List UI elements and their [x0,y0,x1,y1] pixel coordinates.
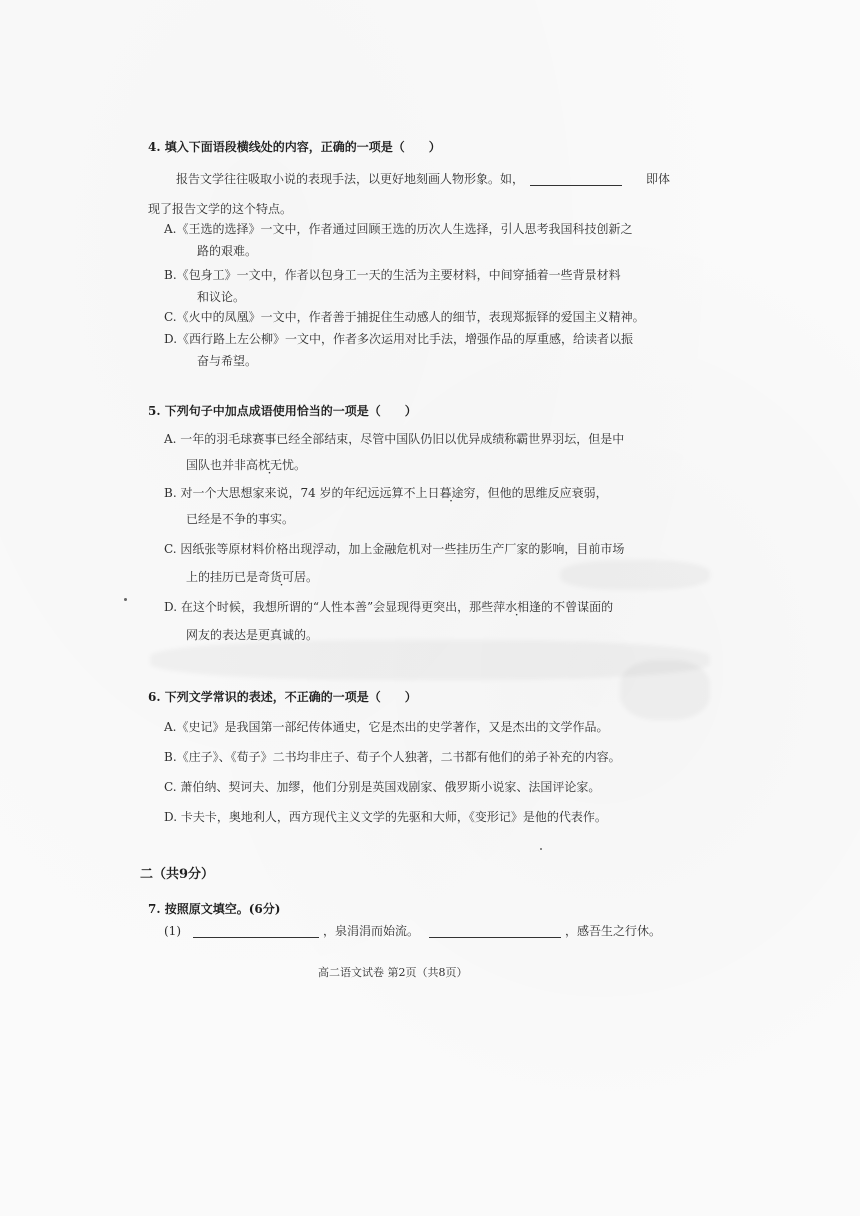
question-5-option-a-cont [186,458,306,472]
question-6-option-d: D. 卡夫卡，奥地利人，西方现代主义文学的先驱和大师，《变形记》是他的代表作。 [164,810,607,824]
passage-text: 报告文学往往吸取小说的表现手法，以更好地刻画人物形象。如， [176,172,525,186]
question-4-option-c: C.《火中的凤凰》一文中，作者善于捕捉住生动感人的细节，表现郑振铎的爱国主义精神。 [164,310,645,324]
question-4-stem: 4. 填入下面语段横线处的内容，正确的一项是（ ） [148,140,441,154]
option-text: 的不曾谋面的 [541,600,614,614]
option-text: ，但他的思维反应衰弱， [475,486,608,500]
scan-speck [124,598,127,601]
question-5-option-d-cont: 网友的表达是更真诚的。 [186,628,319,642]
question-4-option-a: A.《王选的选择》一文中，作者通过回顾王选的历次人生选择，引人思考我国科技创新之 [164,222,633,236]
question-5-option-a: A. 一年的羽毛球赛事已经全部结束，尽管中国队仍旧以优异成绩称霸世界羽坛，但是中 [164,432,625,446]
passage-text-end: 即体 [646,172,671,186]
option-text: 上的挂历已是 [186,570,259,584]
question-5-option-c-cont [186,570,318,584]
question-4-option-b: B.《包身工》一文中，作者以包身工一天的生活为主要材料，中间穿插着一些背景材料 [164,268,621,282]
scan-smudge [620,660,710,720]
question-7-item-1 [164,924,661,938]
option-text: D. 在这个时候，我想所谓的“人性本善”会显现得更突出，那些 [164,600,494,614]
answer-blank [429,925,561,938]
item-text: ，感吾生之行休。 [565,924,662,938]
dotted-idiom: 奇货可居 [258,570,307,584]
option-text: 国队也并非 [186,458,247,472]
question-6-stem: 6. 下列文学常识的表述，不正确的一项是（ ） [148,690,417,704]
item-number: (1) [164,924,181,938]
question-4-passage-line1 [176,172,670,186]
question-5-option-d [164,600,613,614]
item-text: ，泉涓涓而始流。 [323,924,420,938]
question-4-option-d-cont: 奋与希望。 [197,354,258,368]
section-2-heading: 二（共9分） [140,867,215,882]
dotted-idiom: 高枕无忧 [246,458,295,472]
answer-blank [193,925,319,938]
question-5-stem: 5. 下列句子中加点成语使用恰当的一项是（ ） [148,404,417,418]
scan-speck [540,848,542,850]
question-6-option-a: A.《史记》是我国第一部纪传体通史，它是杰出的史学著作，又是杰出的文学作品。 [164,720,609,734]
question-5-option-b [164,486,608,500]
question-5-option-c: C. 因纸张等原材料价格出现浮动，加上金融危机对一些挂历生产厂家的影响，目前市场 [164,542,625,556]
question-7-stem: 7. 按照原文填空。(6分) [148,902,281,916]
question-4-option-d: D.《西行路上左公柳》一文中，作者多次运用对比手法，增强作品的厚重感，给读者以振 [164,332,634,346]
question-4-option-b-cont: 和议论。 [197,290,246,304]
answer-blank [530,173,622,186]
option-text: 。 [306,570,319,584]
question-4-option-a-cont: 路的艰难。 [197,244,258,258]
question-4-passage-line2: 现了报告文学的这个特点。 [148,202,293,216]
question-6-option-b: B.《庄子》、《荀子》二书均非庄子、荀子个人独著，二书都有他们的弟子补充的内容。 [164,750,621,764]
page-footer: 高二语文试卷 第2页（共8页） [318,966,468,979]
dotted-idiom: 日暮途穷 [427,486,476,500]
dotted-idiom: 萍水相逢 [493,600,542,614]
option-text: B. 对一个大思想家来说，74 岁的年纪远远算不上 [164,486,428,500]
option-text: 。 [294,458,307,472]
scan-smudge [560,560,710,590]
question-5-option-b-cont: 已经是不争的事实。 [186,512,295,526]
question-6-option-c: C. 萧伯纳、契诃夫、加缪，他们分别是英国戏剧家、俄罗斯小说家、法国评论家。 [164,780,601,794]
